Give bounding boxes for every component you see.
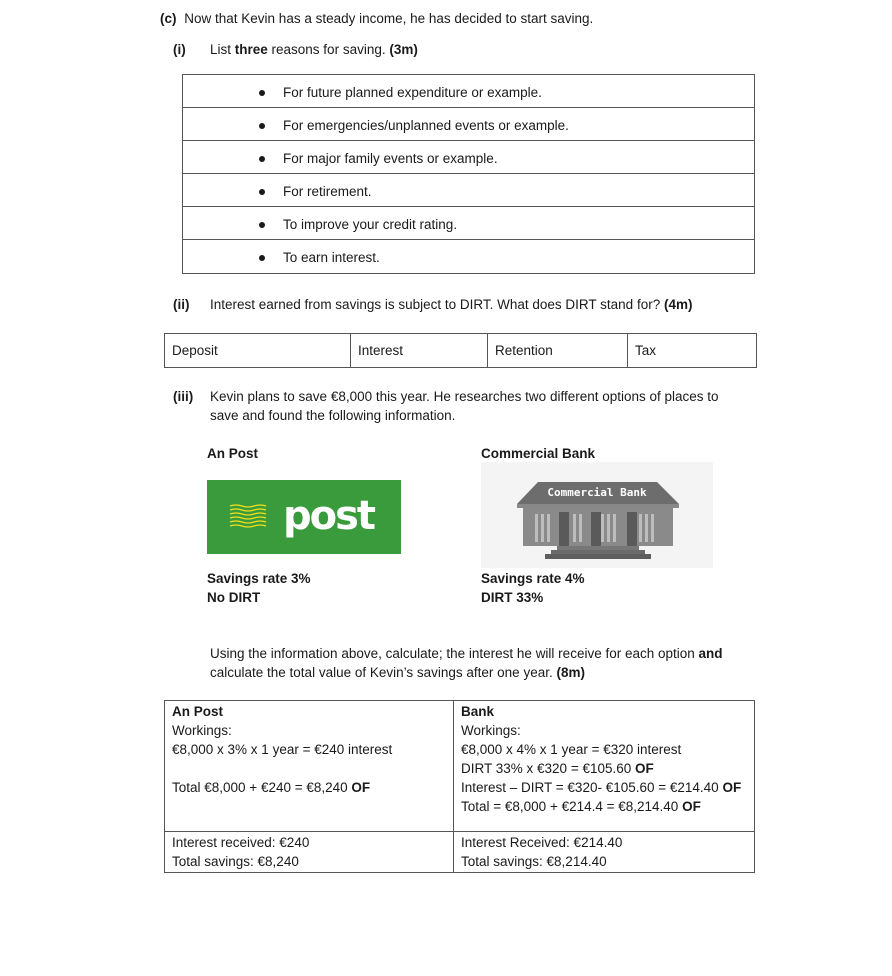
bank-result-cell bbox=[454, 832, 755, 873]
reason-text: For major family events or example. bbox=[283, 151, 498, 166]
reason-text: For emergencies/unplanned events or example. bbox=[283, 118, 569, 133]
an-post-result-cell bbox=[165, 832, 454, 873]
calc-line2-text: calculate the total value of Kevin’s savings after one year. bbox=[210, 665, 557, 680]
reason-row bbox=[183, 240, 754, 273]
an-post-workings-cell bbox=[165, 701, 454, 832]
an-post-heading: An Post bbox=[207, 446, 259, 461]
calc-marks: (8m) bbox=[556, 665, 585, 680]
bullet-icon bbox=[259, 123, 265, 129]
savings-answer-table bbox=[164, 700, 755, 873]
an-post-dirt: No DIRT bbox=[207, 590, 261, 605]
reason-row bbox=[183, 207, 754, 240]
reason-text: To earn interest. bbox=[283, 250, 380, 265]
bank-of-mark: OF bbox=[635, 761, 654, 776]
an-post-total-of: OF bbox=[351, 780, 371, 795]
reason-row bbox=[183, 108, 754, 141]
bank-workings-label: Workings: bbox=[461, 723, 521, 738]
part-iii-line2: save and found the following information. bbox=[210, 408, 456, 423]
commercial-bank-logo bbox=[481, 462, 713, 568]
reason-text: To improve your credit rating. bbox=[283, 217, 458, 232]
calc-instruction-line1 bbox=[210, 646, 723, 661]
part-ii-label: (ii) bbox=[173, 297, 190, 312]
commercial-bank-heading: Commercial Bank bbox=[481, 446, 596, 461]
reasons-table bbox=[182, 74, 755, 274]
an-post-total-savings: Total savings: €8,240 bbox=[172, 854, 299, 869]
part-i-text-post: reasons for saving. bbox=[267, 42, 390, 57]
part-i-question bbox=[210, 42, 418, 57]
calc-line1-bold: and bbox=[698, 646, 723, 661]
part-iii-label: (iii) bbox=[173, 389, 194, 404]
part-i-text-bold: three bbox=[234, 42, 268, 57]
post-logo-text: post bbox=[283, 493, 375, 539]
bank-workings-cell bbox=[454, 701, 755, 832]
reason-row bbox=[183, 75, 754, 108]
part-ii-text: Interest earned from savings is subject to DIRT. What does DIRT stand for? bbox=[210, 297, 664, 312]
dirt-word-tax: Tax bbox=[635, 343, 657, 358]
reason-row bbox=[183, 141, 754, 174]
bullet-icon bbox=[259, 222, 265, 228]
bank-rate: Savings rate 4% bbox=[481, 571, 585, 586]
part-c-question bbox=[160, 11, 593, 26]
table-row bbox=[165, 701, 755, 832]
bullet-icon bbox=[259, 156, 265, 162]
part-i-label: (i) bbox=[173, 42, 186, 57]
bullet-icon bbox=[259, 189, 265, 195]
dirt-word-deposit: Deposit bbox=[165, 334, 351, 367]
dirt-answer-table bbox=[164, 333, 757, 368]
bullet-icon bbox=[259, 90, 265, 96]
part-ii-marks: (4m) bbox=[663, 297, 693, 312]
bank-calc-line1: €8,000 x 4% x 1 year = €320 interest bbox=[461, 742, 682, 757]
calc-line1-text: Using the information above, calculate; the interest he will receive for each option bbox=[210, 646, 699, 661]
calc-instruction-line2 bbox=[210, 665, 585, 680]
part-ii-question bbox=[210, 297, 692, 312]
reason-row bbox=[183, 174, 754, 207]
bank-calc-line3: Interest – DIRT = €320- €105.60 = €214.40 bbox=[461, 780, 723, 795]
bank-of-mark: OF bbox=[682, 799, 701, 814]
bank-cell-title: Bank bbox=[461, 704, 495, 719]
bank-of-mark: OF bbox=[722, 780, 742, 795]
bank-calc-line4: Total = €8,000 + €214.4 = €8,214.40 bbox=[461, 799, 683, 814]
an-post-total-line: Total €8,000 + €240 = €8,240 bbox=[172, 780, 352, 795]
an-post-calc-line: €8,000 x 3% x 1 year = €240 interest bbox=[172, 742, 393, 757]
an-post-workings-label: Workings: bbox=[172, 723, 232, 738]
part-c-label: (c) bbox=[160, 11, 177, 26]
bank-building-icon bbox=[481, 462, 713, 568]
part-i-text-pre: List bbox=[210, 42, 235, 57]
bank-interest-received: Interest Received: €214.40 bbox=[461, 835, 623, 850]
an-post-logo bbox=[207, 480, 401, 554]
part-c-text: Now that Kevin has a steady income, he has decided to start saving. bbox=[184, 11, 594, 26]
reason-text: For future planned expenditure or example. bbox=[283, 85, 542, 100]
bank-dirt: DIRT 33% bbox=[481, 590, 544, 605]
part-iii-line1: Kevin plans to save €8,000 this year. He researches two different options of places to bbox=[210, 389, 719, 404]
dirt-word-retention: Retention bbox=[488, 334, 628, 367]
part-i-marks: (3m) bbox=[389, 42, 418, 57]
reason-text: For retirement. bbox=[283, 184, 372, 199]
bank-total-savings: Total savings: €8,214.40 bbox=[461, 854, 607, 869]
bank-calc-line2: DIRT 33% x €320 = €105.60 bbox=[461, 761, 635, 776]
an-post-interest-received: Interest received: €240 bbox=[172, 835, 310, 850]
an-post-cell-title: An Post bbox=[172, 704, 224, 719]
dirt-word-interest: Interest bbox=[351, 334, 488, 367]
bullet-icon bbox=[259, 255, 265, 261]
table-row bbox=[165, 832, 755, 873]
an-post-rate: Savings rate 3% bbox=[207, 571, 311, 586]
bank-logo-text: Commercial Bank bbox=[547, 486, 647, 499]
